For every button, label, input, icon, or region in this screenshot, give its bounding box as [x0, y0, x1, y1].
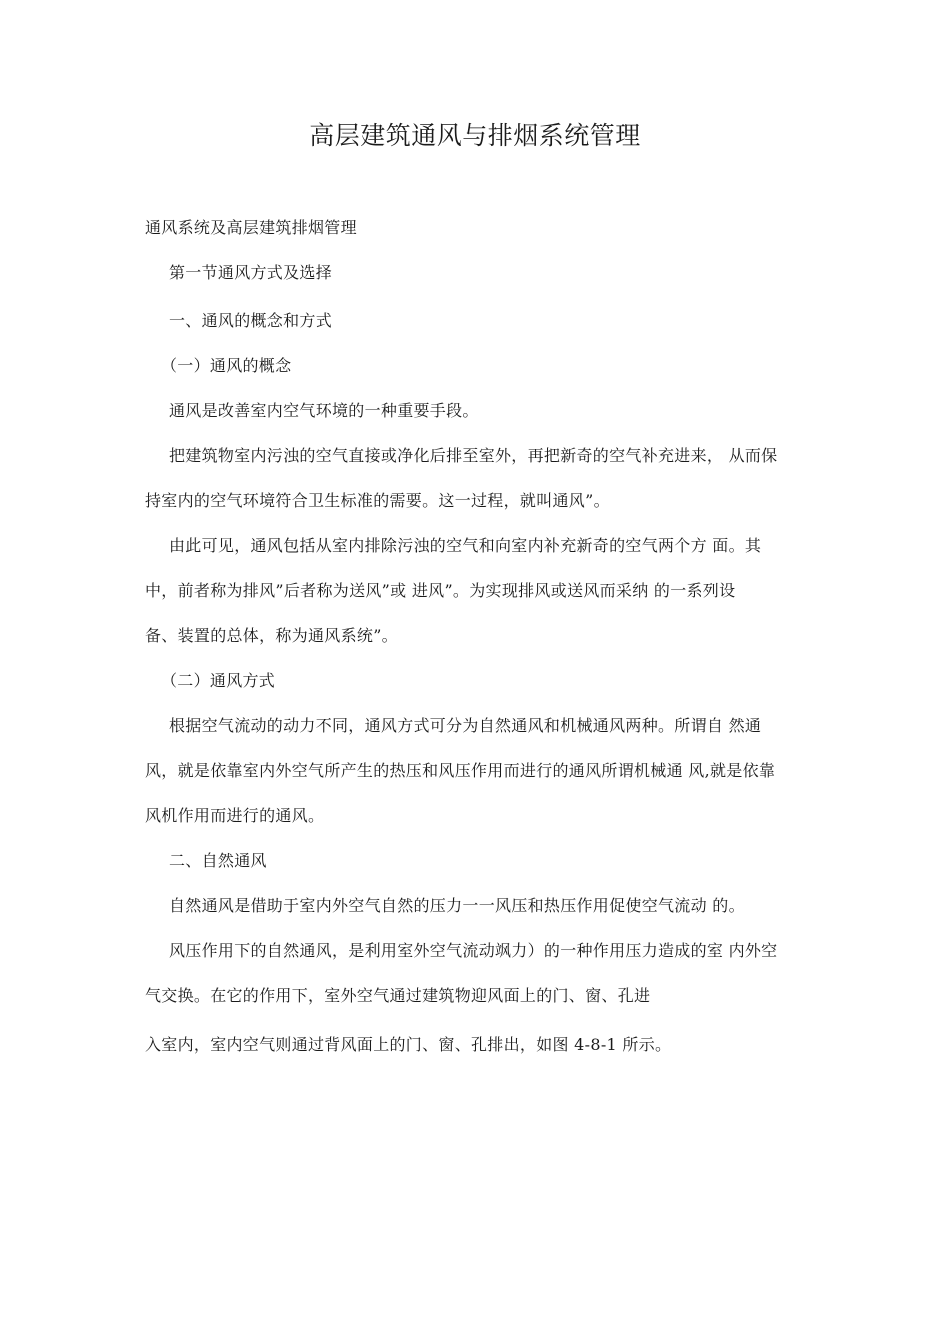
paragraph-line: 通风是改善室内空气环境的一种重要手段。: [169, 401, 479, 420]
section-heading: 第一节通风方式及选择: [169, 263, 333, 282]
paragraph-line: 风机作用而进行的通风。: [145, 806, 325, 825]
paragraph-line: 中，前者称为排风”后者称为送风”或 进风”。为实现排风或送风而采纳 的一系列设: [145, 581, 736, 600]
section-heading: 一、通风的概念和方式: [169, 311, 333, 330]
paragraph-line: 风，就是依靠室内外空气所产生的热压和风压作用而进行的通风所谓机械通 风,就是依靠: [145, 761, 776, 780]
paragraph-line: 根据空气流动的动力不同，通风方式可分为自然通风和机械通风两种。所谓自 然通: [169, 716, 762, 735]
subsection-heading: （一）通风的概念: [161, 356, 292, 375]
paragraph-line: 由此可见，通风包括从室内排除污浊的空气和向室内补充新奇的空气两个方 面。其: [169, 536, 762, 555]
section-heading: 通风系统及高层建筑排烟管理: [145, 218, 357, 237]
paragraph-line: 备、装置的总体，称为通风系统”。: [145, 626, 398, 645]
paragraph-line: 持室内的空气环境符合卫生标准的需要。这一过程，就叫通风”。: [145, 491, 610, 510]
paragraph-line: 风压作用下的自然通风，是利用室外空气流动飒力）的一种作用压力造成的室 内外空: [169, 941, 778, 960]
document-title: 高层建筑通风与排烟系统管理: [309, 121, 641, 150]
paragraph-line: 自然通风是借助于室内外空气自然的压力一一风压和热压作用促使空气流动 的。: [169, 896, 745, 915]
paragraph-line: 入室内，室内空气则通过背风面上的门、窗、孔排出，如图 4-8-1 所示。: [145, 1035, 672, 1054]
section-heading: 二、自然通风: [169, 851, 267, 870]
paragraph-line: 把建筑物室内污浊的空气直接或净化后排至室外，再把新奇的空气补充进来， 从而保: [169, 446, 778, 465]
subsection-heading: （二）通风方式: [161, 671, 276, 690]
paragraph-line: 气交换。在它的作用下，室外空气通过建筑物迎风面上的门、窗、孔进: [145, 986, 651, 1005]
